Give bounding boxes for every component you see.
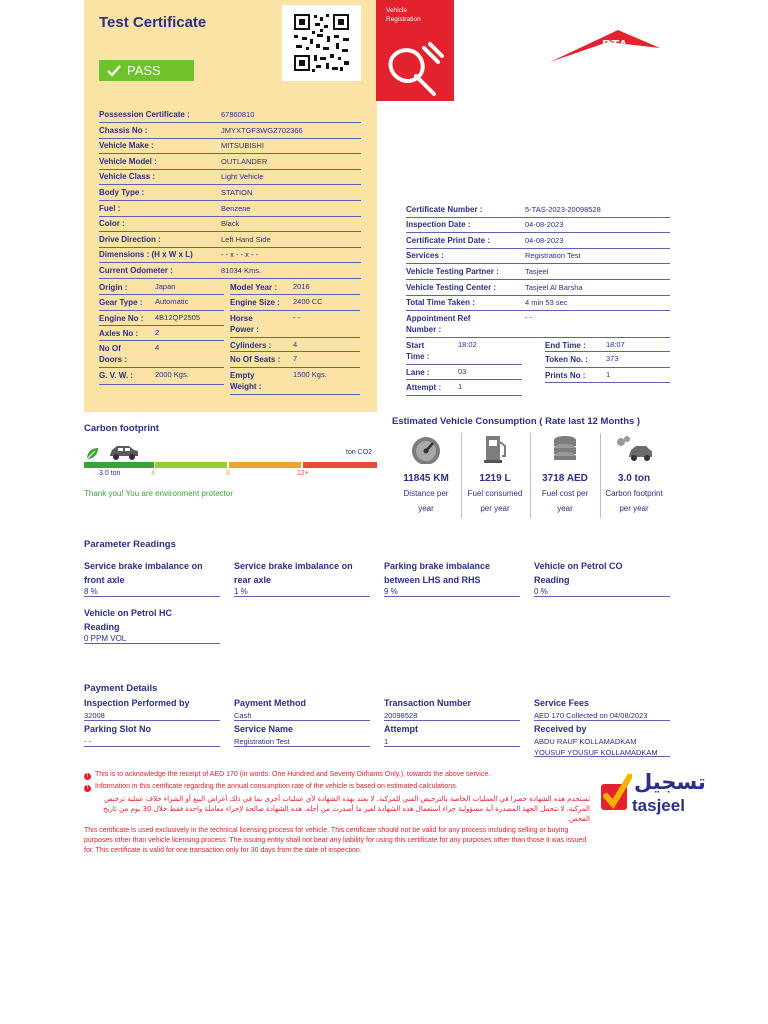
vehicle-field-label: Chassis No : [99,126,148,135]
carbon-tick-12: 12+ [297,470,309,477]
certificate-field-row [406,217,670,233]
appointment-value: - - [525,313,533,322]
vehicle-field-label: Vehicle Model : [99,157,157,166]
certificate-field-row [406,264,670,280]
parameter-value: 8 % [84,587,98,596]
parameter-label: Parking brake imbalance between LHS and RHS [384,561,491,585]
service-name-value: Registration Test [234,737,290,746]
gear-value: Automatic [155,297,189,306]
origin-value: Japan [155,282,176,291]
tasjeel-logo-arabic: تسجيل [634,770,706,794]
vehicle-field-value: Black [221,219,240,228]
appointment-label: Appointment Ref Number : [406,314,471,334]
certificate-field-label: Certificate Print Date : [406,236,491,245]
model-year-value: 2016 [293,282,310,291]
consumption-title: Estimated Vehicle Consumption ( Rate last 12 Months ) [392,416,641,427]
carbon-scale-segment [155,462,227,468]
vehicle-field-value: Light Vehicle [221,172,264,181]
certificate-field-row [406,202,670,218]
payment-method-label: Payment Method [234,698,307,708]
vehicle-field-label: Current Odometer : [99,266,173,275]
service-name-row [234,723,370,747]
inspection-performed-value: 32008 [84,711,105,720]
vehicle-field-value: Left Hand Side [221,235,271,244]
inspection-performed-label: Inspection Performed by [84,698,190,708]
vehicle-field-label: Color : [99,219,125,228]
parameter-reading [234,559,370,597]
vehicle-field-row [99,124,361,139]
received-by-value: ABDU RAUF KOLLAMADKAM [534,737,637,746]
certificate-field-value: Tasjeel Al Barsha [525,283,583,292]
engine-no-row [99,311,224,326]
consumption-item [600,434,668,516]
consumption-value: 3718 AED [542,473,588,484]
origin-label: Origin : [99,283,128,292]
lane-value: 03 [458,367,467,376]
certificate-field-row [406,248,670,264]
carbon-scale-segment [303,462,377,468]
transaction-value: 20098528 [384,711,418,720]
consumption-value: 1219 L [479,473,511,484]
vehicle-field-label: Body Type : [99,188,145,197]
seats-label: No Of Seats : [230,355,281,364]
consumption-item [461,434,529,516]
prints-label: Prints No : [545,371,586,380]
doors-label: No Of Doors : [99,344,127,364]
consumption-item [392,434,460,516]
vehicle-field-value: STATION [221,188,253,197]
certificate-field-value: 04-08-2023 [525,236,564,245]
lane-label: Lane : [406,368,430,377]
lane-row [406,365,522,380]
payment-title: Payment Details [84,683,158,694]
engine-no-label: Engine No : [99,314,144,323]
carbon-scale-segment [229,462,301,468]
certificate-field-value: 5-TAS-2023-20098528 [525,205,601,214]
parameter-value: 1 % [234,587,248,596]
vehicle-field-label: Drive Direction : [99,235,161,244]
parameter-value: 0 PPM VOL [84,634,127,643]
vehicle-field-row [99,155,361,170]
seats-value: 7 [293,354,298,363]
token-value: 373 [606,354,619,363]
horse-power-row [230,311,360,338]
parameter-value: 0 % [534,587,548,596]
leaf-icon [84,446,100,462]
certificate-field-value: 4 min 53 sec [525,298,568,307]
parameter-label: Service brake imbalance on rear axle [234,561,353,585]
horse-power-label: Horse Power : [230,314,259,334]
received-by-label: Received by [534,724,587,734]
certificate-field-label: Total Time Taken : [406,298,475,307]
token-row [545,352,670,368]
cylinders-row [230,338,360,352]
horse-power-value: - - [293,313,301,322]
info-icon: ! [84,773,91,780]
badge-label-line1: Vehicle [386,7,407,14]
gvw-row [99,368,224,385]
received-by-row [534,723,670,757]
consumption-description: Fuel consumed per year [467,489,523,513]
certificate-field-label: Inspection Date : [406,220,471,229]
engine-no-value: 4B12QP2505 [155,313,201,322]
inspection-performed-row [84,697,220,721]
axles-label: Axles No : [99,329,139,338]
token-label: Token No. : [545,355,588,364]
plug-icon [382,40,448,98]
service-fees-value: AED 170 Collected on 04/08/2023 [534,711,648,720]
receipt-note-text: This is to acknowledge the receipt of AED 170 (in words: One Hundred and Seventy Dirhams Only.), towards the above service. [95,771,491,778]
axles-value: 2 [155,328,160,337]
gvw-value: 2000 Kgs. [155,370,189,379]
service-fees-label: Service Fees [534,698,590,708]
vehicle-field-value: MITSUBISHI [221,141,264,150]
origin-row [99,280,224,295]
certificate-field-label: Vehicle Testing Center : [406,283,497,292]
engine-size-row [230,295,360,311]
prints-row [545,368,670,383]
pass-label: PASS [127,63,161,78]
qr-code [282,5,361,81]
received-by-value: YOUSUF YOUSUF KOLLAMADKAM [534,748,658,757]
doors-row [99,341,224,368]
vehicle-field-label: Possession Certificate : [99,110,190,119]
rta-logo-text: RTA [602,37,628,52]
appointment-row [406,311,670,338]
vehicle-field-value: OUTLANDER [221,157,268,166]
model-year-label: Model Year : [230,283,277,292]
transaction-label: Transaction Number [384,698,472,708]
carbon-tick-4: 4 [151,470,155,477]
parameter-label: Vehicle on Petrol CO Reading [534,561,623,585]
parameter-label: Service brake imbalance on front axle [84,561,203,585]
carbon-scale-segment [84,462,154,468]
vehicle-field-value: 81034 Kms. [221,266,262,275]
payment-method-row [234,697,370,721]
carbon-value-label: 3.0 ton [99,470,121,477]
page-title: Test Certificate [99,14,207,31]
parameter-value: 9 % [384,587,398,596]
consumption-description: Fuel cost per year [541,489,589,513]
vehicle-field-row [99,202,361,217]
seats-row [230,352,360,368]
parameter-label: Vehicle on Petrol HC Reading [84,608,173,632]
start-time-label: Start Time : [406,341,430,361]
carbon-tick-8: 8 [226,470,230,477]
parking-slot-label: Parking Slot No [84,724,152,734]
prints-value: 1 [606,370,611,379]
carbon-title: Carbon footprint [84,423,159,434]
empty-weight-row [230,368,360,395]
end-time-row [545,338,670,352]
info-note [84,782,590,792]
payment-attempt-label: Attempt [384,724,418,734]
start-time-row [406,338,522,365]
certificate-field-row [406,233,670,249]
empty-weight-label: Empty Weight : [230,371,262,391]
parking-slot-value: - - [84,737,92,746]
fuel-pump-icon [461,434,529,469]
parking-slot-row [84,723,220,747]
payment-attempt-value: 1 [384,737,389,746]
badge-label-line2: Registration [386,16,421,23]
speedometer-icon [392,434,460,469]
attempt-label: Attempt : [406,383,442,392]
divider [600,433,601,518]
cylinders-label: Cylinders : [230,341,272,350]
gear-label: Gear Type : [99,298,143,307]
info-icon: ! [84,785,91,792]
vehicle-field-label: Vehicle Class : [99,172,156,181]
rta-logo [548,26,660,64]
vehicle-field-value: Benzene [221,204,251,213]
engine-size-value: 2400 CC [293,297,323,306]
certificate-field-value: Tasjeel [525,267,549,276]
vehicle-field-label: Vehicle Make : [99,141,154,150]
certificate-field-value: 04-08-2023 [525,220,564,229]
gvw-label: G. V. W. : [99,371,133,380]
attempt-row [406,380,522,396]
arabic-disclaimer: تستخدم هذه الشهادة حصرا في العمليات الخاصة بالترخيص الفني للمركبة. لا يعتد بهذه الشهادة لأي عمليات أخرى بما في ذلك أغراض البيع أو الشراء خلاف عملية ترخيص المركبة. لا تتحمل الجهة المصدرة أية مسؤولية جراء استعمال هذه الشهادة لغير ما أصدرت من أجله. هذه الشهادة صالحة لإجراء معاملة واحدة فقط خلال 30 يوم من تاريخ الفحص. [102,795,590,823]
attempt-value: 1 [458,382,463,391]
info-note-text: Information in this certificate regarding the annual consumption rate of the vehicle is based on estimated calculations. [95,783,458,790]
vehicle-field-row [99,170,361,185]
parameter-reading [84,606,220,644]
coins-icon [531,434,599,469]
tasjeel-check-icon [598,774,632,814]
consumption-item [531,434,599,516]
vehicle-field-value: 67860810 [221,110,255,119]
consumption-description: Carbon footprint per year [605,489,663,513]
carbon-message: Thank you! You are environment protector [84,489,233,498]
vehicle-field-label: Fuel : [99,204,121,213]
car-icon [108,443,140,461]
vehicle-field-row [99,233,361,248]
english-disclaimer: This certificate is used exclusively in the technical licensing process for vehicle. This certificate should not be valid for any process including selling or buying purposes other than vehicle licensing process. The issuing entity shall not bear any liability for using this certificate for any purposes other than those it was issued for. This certificate is valid for one transaction only for 30 days from the date of inspection. [84,827,587,854]
vehicle-field-value: - - x - - x - - [221,250,259,259]
start-time-value: 18:02 [458,340,477,349]
empty-weight-value: 1500 Kgs. [293,370,327,379]
vehicle-field-label: Dimensions : (H x W x L) [99,250,193,259]
vehicle-registration-badge [376,0,454,101]
consumption-description: Distance per year [403,489,449,513]
gear-row [99,295,224,311]
pass-badge [99,60,194,81]
carbon-unit: ton CO2 [346,449,373,456]
vehicle-field-row [99,248,361,263]
vehicle-field-value: JMYXTGF3WGZ702366 [221,126,303,135]
end-time-value: 18:07 [606,340,625,349]
transaction-row [384,697,520,721]
cylinders-value: 4 [293,340,298,349]
payment-method-value: Cash [234,711,252,720]
parameter-reading [384,559,520,597]
divider [530,433,531,518]
engine-size-label: Engine Size : [230,298,280,307]
vehicle-field-row [99,217,361,232]
car-emission-icon [600,434,668,469]
tasjeel-logo-latin: tasjeel [632,796,685,815]
certificate-field-label: Vehicle Testing Partner : [406,267,499,276]
consumption-value: 3.0 ton [617,473,651,484]
vehicle-field-row [99,108,361,123]
receipt-note [84,770,590,780]
doors-value: 4 [155,343,160,352]
payment-attempt-row [384,723,520,747]
vehicle-field-row [99,186,361,201]
parameter-reading [534,559,670,597]
certificate-field-value: Registration Test [525,251,581,260]
check-icon [107,65,121,77]
service-name-label: Service Name [234,724,294,734]
model-year-row [230,280,360,295]
end-time-label: End Time : [545,341,586,350]
certificate-field-row [406,280,670,296]
certificate-field-label: Services : [406,251,444,260]
parameters-title: Parameter Readings [84,539,176,550]
divider [461,433,462,518]
consumption-value: 11845 KM [403,473,449,484]
service-fees-row [534,697,670,721]
vehicle-field-row [99,264,361,279]
parameter-reading [84,559,220,597]
certificate-field-row [406,295,670,311]
certificate-field-label: Certificate Number : [406,205,483,214]
axles-row [99,326,224,341]
vehicle-field-row [99,139,361,154]
